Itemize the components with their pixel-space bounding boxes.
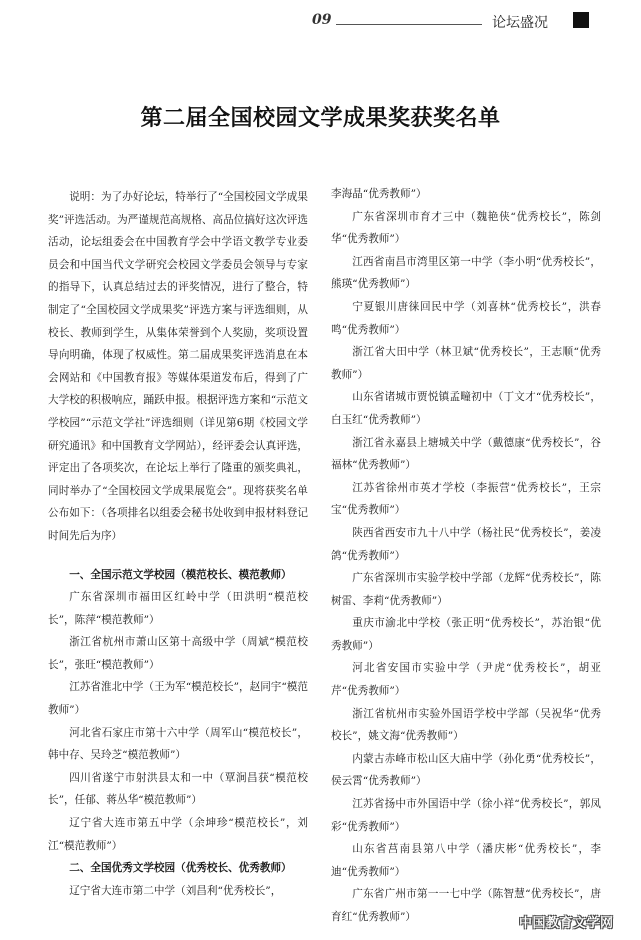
list-item-continuation: 李海晶“优秀教师”）: [331, 188, 427, 200]
list-item: 河北省石家庄市第十六中学（周军山“模范校长”，韩中存、吴玲芝“模范教师”）: [48, 726, 308, 762]
section1-heading: 一、全国示范文学校园（模范校长、模范教师）: [69, 568, 292, 581]
list-item: 浙江省大田中学（林卫斌“优秀校长”，王志顺“优秀教师”）: [331, 346, 601, 381]
list-item: 山东省莒南县第八中学（潘庆彬“优秀校长”，李迪“优秀教师”）: [331, 843, 601, 878]
list-item: 河北省安国市实验中学（尹虎“优秀校长”，胡亚芹“优秀教师”）: [331, 662, 601, 698]
left-column: [48, 186, 308, 902]
list-item: 辽宁省大连市第五中学（余坤珍“模范校长”，刘江“模范教师”）: [48, 817, 308, 852]
list-item: 江苏省扬中市外国语中学（徐小祥“优秀校长”，郭凤彩“优秀教师”）: [331, 798, 601, 833]
square-marker-icon: [573, 12, 589, 28]
list-item: 江西省南昌市湾里区第一中学（李小明“优秀校长”，熊瑛“优秀教师”）: [331, 255, 601, 291]
article-title: 第二届全国校园文学成果奖获奖名单: [140, 105, 501, 131]
page-number: 09: [312, 12, 332, 28]
section-title: 论坛盛况: [492, 15, 548, 31]
list-item: 浙江省杭州市萧山区第十高级中学（周斌“模范校长”，张旺“模范教师”）: [48, 636, 308, 671]
header-rule: [336, 24, 482, 25]
list-item: 内蒙古赤峰市松山区大庙中学（孙化勇“优秀校长”，侯云霄“优秀教师”）: [331, 752, 601, 788]
list-item: 江苏省淮北中学（王为军“模范校长”，赵同宇“模范教师”）: [48, 681, 308, 717]
list-item: 四川省遂宁市射洪县太和一中（覃涧昌获“模范校长”，任郁、蒋丛华“模范教师”）: [48, 771, 308, 807]
list-item: 山东省诸城市贾悦镇孟疃初中（丁文才“优秀校长”，白玉红“优秀教师”）: [331, 391, 601, 426]
site-watermark: 中国教育文学网: [519, 916, 614, 931]
list-item: 重庆市渝北中学校（张正明“优秀校长”，苏治银“优秀教师”）: [331, 617, 601, 652]
list-item: 辽宁省大连市第二中学（刘昌利“优秀校长”，: [69, 884, 282, 897]
list-item: 浙江省永嘉县上塘城关中学（戴德康“优秀校长”，谷福林“优秀教师”）: [331, 436, 601, 472]
explanation-paragraph: 说明：为了办好论坛，特举行了“全国校园文学成果奖”评选活动。为严谨规范高规格、高品位搞好这次评选活动，论坛组委会在中国教育学会中学语文教学专业委员会和中国当代文学研究会校园文学委员会领导与专家的指导下，认真总结过去的评奖情况，进行了整合，特制定了“全国校园文学成果奖”评选方案与评选细则，从校长、教师到学生，从集体荣誉到个人奖励，奖项设置导向明确，体现了权威性。第二届成果奖评选消息在本会网站和《中国教育报》等媒体渠道发布后，得到了广大学校的积极响应，踊跃申报。根据评选方案和“示范文学校园”“示范文学社”评选细则（详见第6期《校园文学研究通讯》和中国教育文学网站），经评委会认真评选，评定出了各项奖次，在论坛上举行了隆重的颁奖典礼，同时举办了“全国校园文学成果展览会”。现将获奖名单公布如下：（各项排名以组委会秘书处收到申报材料登记时间先后为序）: [48, 191, 308, 542]
section2-heading: 二、全国优秀文学校园（优秀校长、优秀教师）: [69, 862, 292, 875]
list-item: 宁夏银川唐徕回民中学（刘喜林“优秀校长”，洪春鸣“优秀教师”）: [331, 300, 601, 336]
list-item: 广东省深圳市福田区红岭中学（田洪明“模范校长”，陈萍“模范教师”）: [48, 591, 308, 626]
page-header: [0, 0, 641, 40]
list-item: 江苏省徐州市英才学校（李振营“优秀校长”，王宗宝“优秀教师”）: [331, 481, 601, 517]
right-column: [331, 183, 601, 929]
list-item: 广东省广州市第一一七中学（陈智慧“优秀校长”，唐育红“优秀教师”）: [331, 888, 601, 923]
list-item: 浙江省杭州市实验外国语学校中学部（吴祝华“优秀校长”，姚文海“优秀教师”）: [331, 707, 601, 743]
list-item: 陕西省西安市九十八中学（杨社民“优秀校长”，姜凌鸽“优秀教师”）: [331, 526, 601, 562]
list-item: 广东省深圳市实验学校中学部（龙辉“优秀校长”，陈树雷、李莉“优秀教师”）: [331, 572, 601, 607]
list-item: 广东省深圳市育才三中（魏艳侠“优秀校长”，陈剑华“优秀教师”）: [331, 210, 601, 246]
